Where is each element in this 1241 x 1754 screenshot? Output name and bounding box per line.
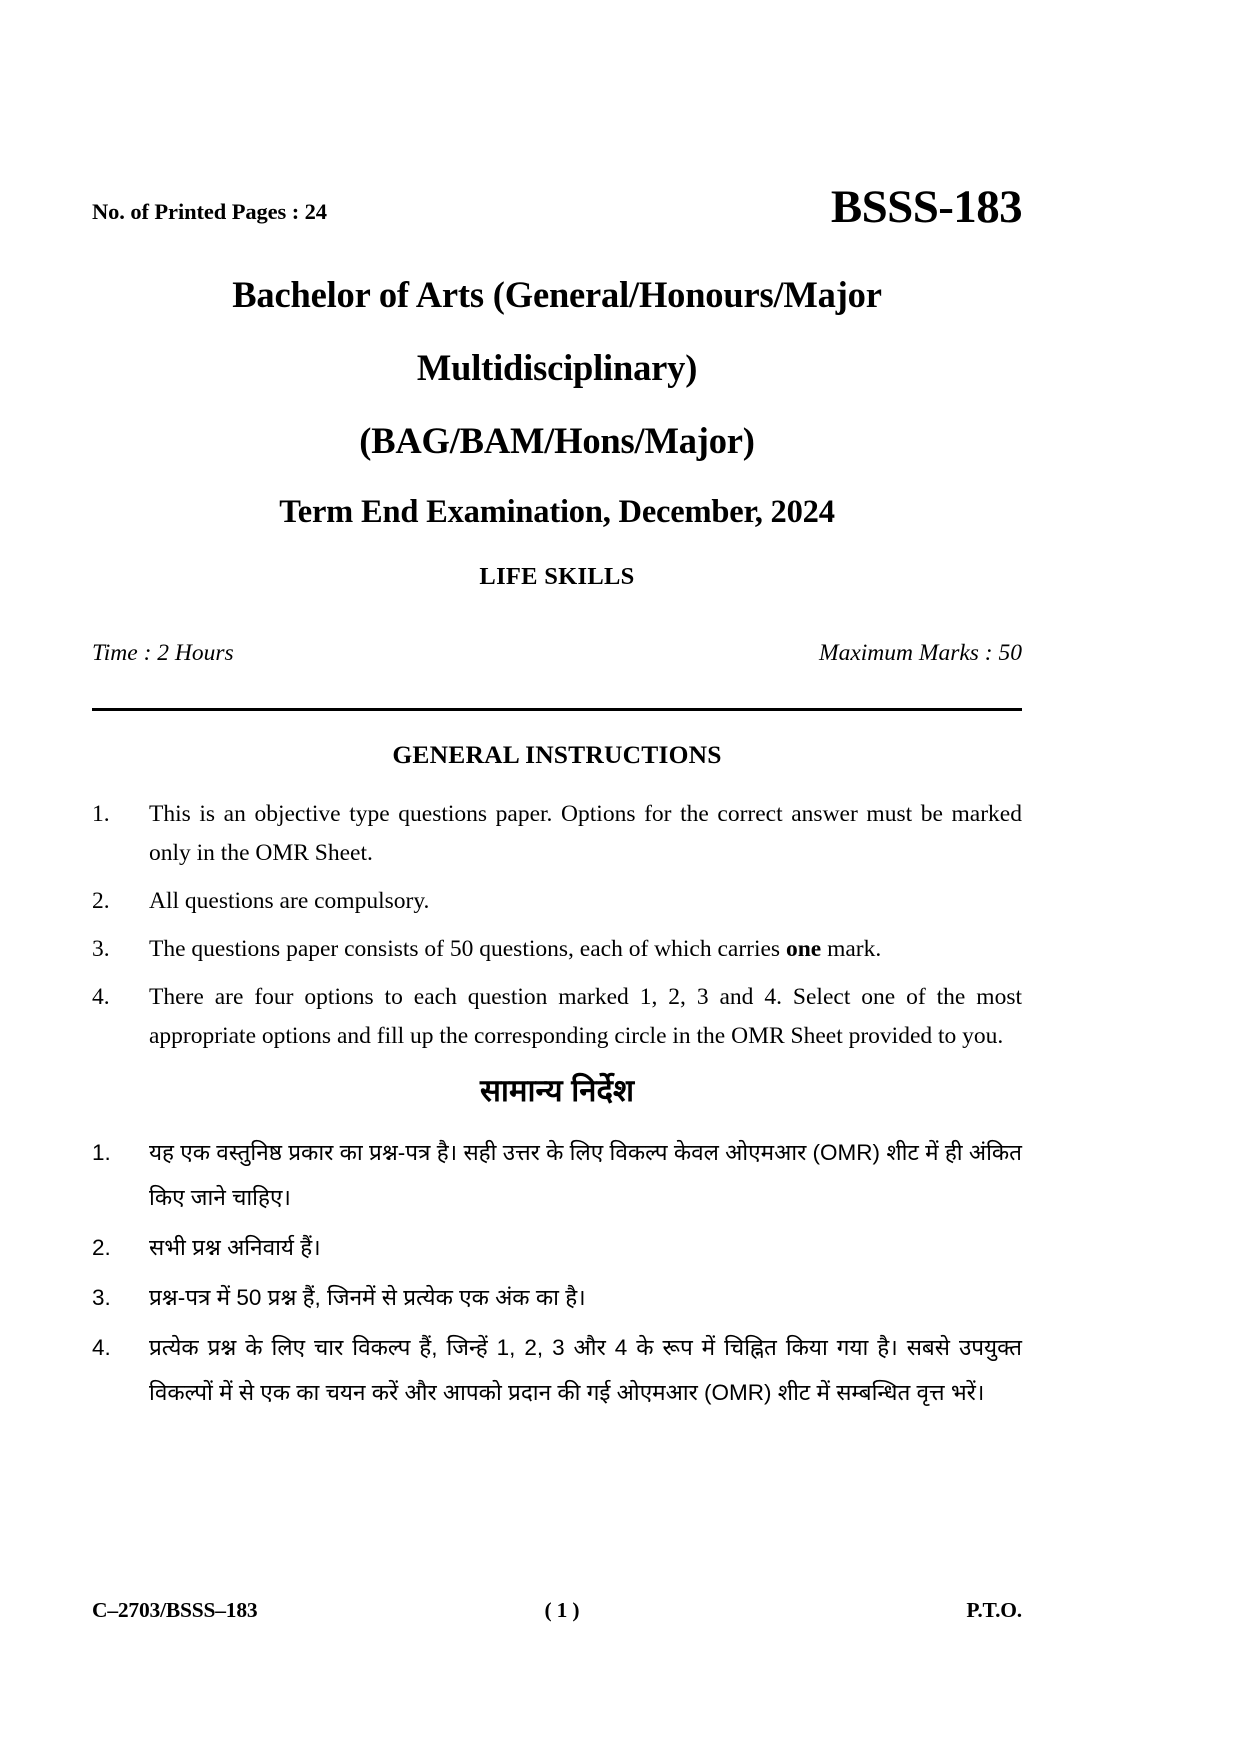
- instruction-item-text: यह एक वस्तुनिष्ठ प्रकार का प्रश्न-पत्र है। सही उत्तर के लिए विकल्प केवल ओएमआर (OMR) शीट में ही अंकित किए जाने चाहिए।: [149, 1140, 1022, 1210]
- maximum-marks: Maximum Marks : 50: [819, 640, 1022, 666]
- instruction-item-number: 1.: [92, 1140, 111, 1165]
- instruction-item-text: प्रत्येक प्रश्न के लिए चार विकल्प हैं, जिन्हें 1, 2, 3 और 4 के रूप में चिह्नित किया गया है। सबसे उपयुक्त विकल्पों में से एक का चयन करें और आपको प्रदान की गई ओएमआर (OMR) शीट में सम्बन्धित वृत्त भरें।: [149, 1335, 1022, 1405]
- instruction-item-number: 3.: [92, 1285, 111, 1310]
- page-header-row: [92, 176, 1022, 233]
- printed-pages-label: No. of Printed Pages : 24: [92, 198, 327, 224]
- paper-code: BSSS-183: [830, 181, 1022, 233]
- instruction-item-number: 4.: [92, 984, 110, 1010]
- instruction-item-number: 1.: [92, 801, 110, 827]
- instruction-item: [92, 882, 1022, 921]
- instruction-item-text: The questions paper consists of 50 questions, each of which carries one mark.: [149, 936, 882, 962]
- instruction-item-number: 2.: [92, 1235, 111, 1260]
- instruction-item: [92, 930, 1022, 969]
- examination-session-line: Term End Examination, December, 2024: [279, 494, 835, 530]
- time-allowed: Time : 2 Hours: [92, 640, 234, 666]
- instruction-item: [92, 978, 1022, 1056]
- footer-paper-code: C–2703/BSSS–183: [92, 1598, 258, 1622]
- instruction-item-hindi: [92, 1130, 1022, 1220]
- hindi-instructions-heading: सामान्य निर्देश: [479, 1073, 635, 1108]
- instruction-item-number: 3.: [92, 936, 110, 962]
- pto-label: P.T.O.: [966, 1598, 1022, 1622]
- instruction-item-hindi: [92, 1225, 1022, 1270]
- page-footer: [92, 1598, 1022, 1623]
- instruction-emphasis: one: [785, 936, 822, 962]
- instruction-item-hindi: [92, 1325, 1022, 1415]
- programme-title-line-1: Bachelor of Arts (General/Honours/Major: [232, 274, 882, 315]
- programme-codes-line: (BAG/BAM/Hons/Major): [359, 420, 755, 461]
- instruction-item: [92, 795, 1022, 873]
- hindi-instructions-list: [92, 1130, 1022, 1420]
- page-number: ( 1 ): [544, 1598, 580, 1622]
- subject-title: LIFE SKILLS: [479, 563, 635, 590]
- exam-meta-row: [92, 640, 1022, 667]
- instruction-item-text: There are four options to each question marked 1, 2, 3 and 4. Select one of the most appropriate options and fill up the corresponding circle in the OMR Sheet provided to you.: [149, 984, 1022, 1049]
- instruction-item-text: All questions are compulsory.: [149, 888, 430, 914]
- instruction-item-hindi: [92, 1275, 1022, 1320]
- instruction-item-text: सभी प्रश्न अनिवार्य हैं।: [149, 1235, 321, 1260]
- general-instructions-heading: GENERAL INSTRUCTIONS: [392, 740, 722, 769]
- english-instructions-list: [92, 795, 1022, 1065]
- instruction-item-text: प्रश्न-पत्र में 50 प्रश्न हैं, जिनमें से प्रत्येक एक अंक का है।: [149, 1285, 586, 1310]
- instruction-item-number: 2.: [92, 888, 110, 914]
- instruction-item-number: 4.: [92, 1335, 111, 1360]
- programme-title-line-2: Multidisciplinary): [416, 347, 698, 388]
- instruction-item-text: This is an objective type questions paper. Options for the correct answer must be marked only in the OMR Sheet.: [149, 801, 1022, 866]
- horizontal-divider: [92, 708, 1022, 711]
- title-block: [92, 258, 1022, 607]
